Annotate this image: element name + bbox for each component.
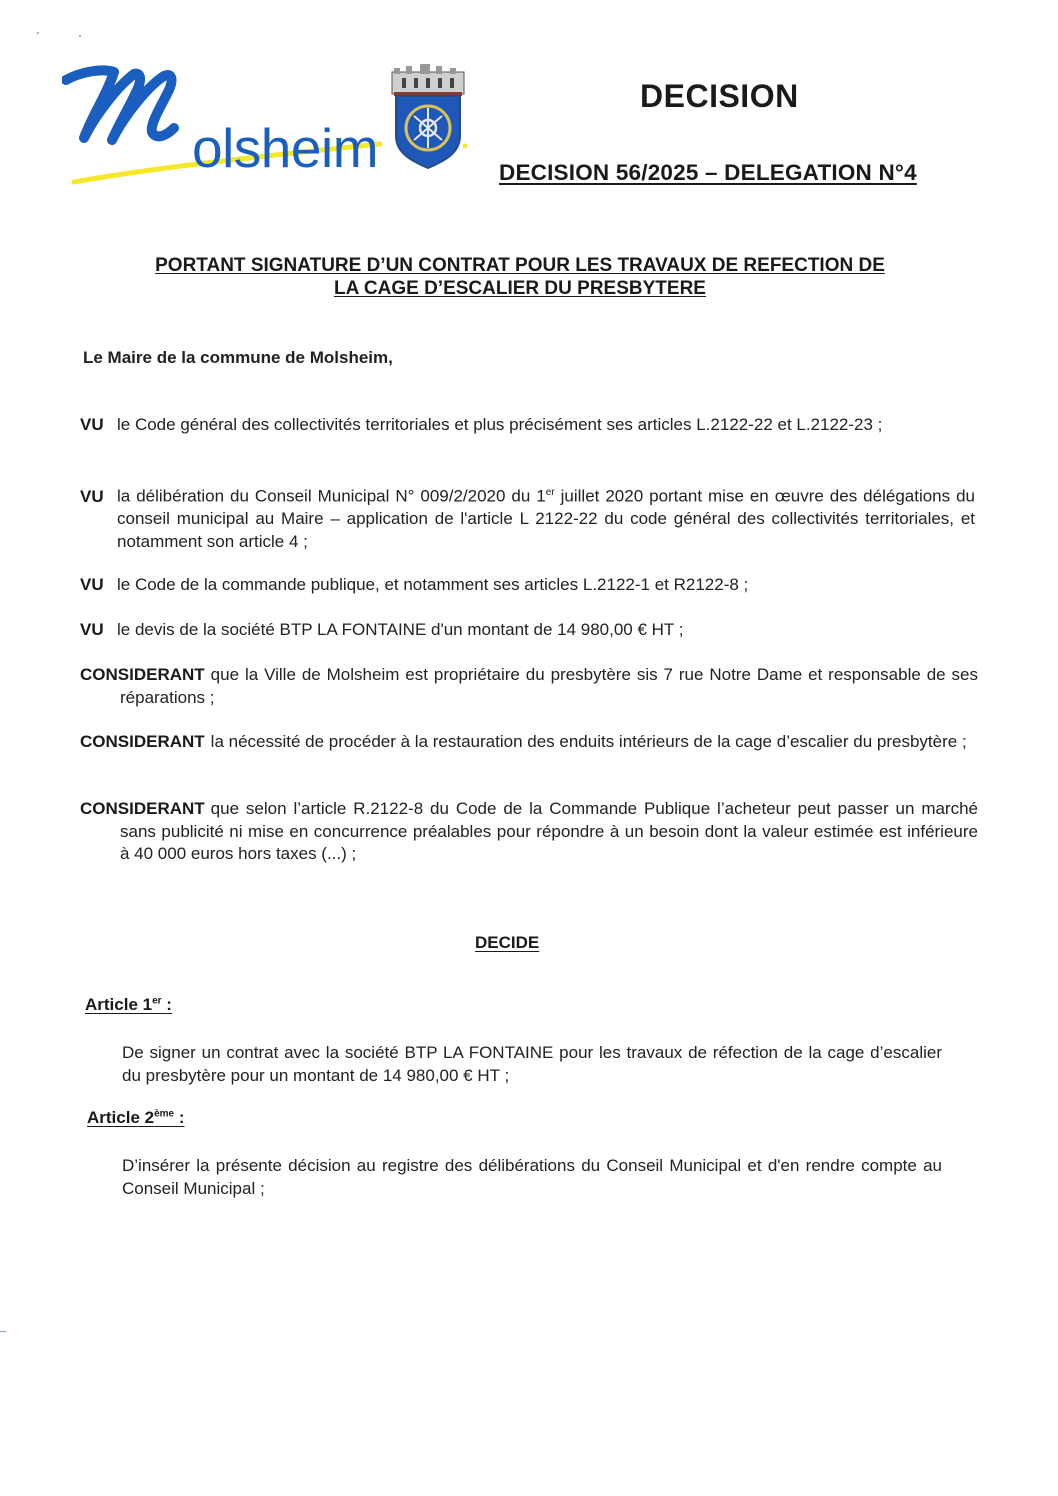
molsheim-logo <box>62 58 472 188</box>
title-line-2: LA CAGE D’ESCALIER DU PRESBYTERE <box>334 278 706 299</box>
visa-text: la délibération du Conseil Municipal N° 009/2/2020 du 1 <box>117 486 546 506</box>
visa-clause <box>80 482 975 553</box>
visa-clause <box>80 574 975 597</box>
decide-heading: DECIDE <box>475 933 540 952</box>
visa-keyword: VU <box>80 486 104 506</box>
article-suffix: : <box>161 995 172 1014</box>
visa-clause <box>80 414 975 437</box>
authority-statement: Le Maire de la commune de Molsheim, <box>83 348 393 367</box>
visa-text: le Code général des collectivités territoriales et plus précisément ses articles L.2122-22 et L.2122-23 ; <box>117 415 883 434</box>
article-1-text: De signer un contrat avec la société BTP LA FONTAINE pour les travaux de réfection de la cage d’escalier du presbytère pour un montant de 14 980,00 € HT ; <box>122 1043 942 1085</box>
visa-keyword: VU <box>80 415 104 434</box>
article-suffix: : <box>174 1108 185 1127</box>
article-2-heading <box>87 1108 185 1128</box>
decision-reference: DECISION 56/2025 – DELEGATION N°4 <box>499 160 917 185</box>
visa-keyword: VU <box>80 620 104 639</box>
visa-text: le devis de la société BTP LA FONTAINE d'un montant de 14 980,00 € HT ; <box>117 620 684 639</box>
considerant-keyword: CONSIDERANT <box>80 732 205 751</box>
document-title <box>80 254 960 300</box>
considerant-keyword: CONSIDERANT <box>80 799 205 818</box>
scan-speck <box>79 35 81 37</box>
scan-speck <box>0 1331 6 1332</box>
title-line-1: PORTANT SIGNATURE D’UN CONTRAT POUR LES TRAVAUX DE REFECTION DE <box>155 255 885 276</box>
article-2-text: D’insérer la présente décision au registre des délibérations du Conseil Municipal et d'en rendre compte au Conseil Municipal ; <box>122 1156 942 1198</box>
logo-wordmark: olsheim <box>192 117 379 179</box>
visa-text: le Code de la commande publique, et notamment ses articles L.2122-1 et R2122-8 ; <box>117 575 749 594</box>
visa-superscript: er <box>545 487 555 498</box>
article-label: Article 1 <box>85 995 153 1014</box>
document-type: DECISION <box>640 78 799 114</box>
script-m-icon <box>66 70 174 140</box>
considerant-text: que la Ville de Molsheim est propriétaire du presbytère sis 7 rue Notre Dame et responsable de ses réparations ; <box>120 665 978 707</box>
considerant-text: que selon l’article R.2122-8 du Code de la Commande Publique l’acheteur peut passer un marché sans publicité ni mise en concurrence préalables pour répondre à un besoin dont la valeur estimée est inférieure à 40 000 euros hors taxes (...) ; <box>120 799 978 863</box>
coat-of-arms-icon <box>392 64 464 168</box>
visa-keyword: VU <box>80 575 104 594</box>
article-ordinal: er <box>152 995 162 1007</box>
considerant-text: la nécessité de procéder à la restauration des enduits intérieurs de la cage d’escalier du presbytère ; <box>210 732 967 751</box>
considerant-clause <box>80 731 978 754</box>
article-label: Article 2 <box>87 1108 155 1127</box>
considerant-keyword: CONSIDERANT <box>80 665 205 684</box>
considerant-clause <box>80 798 978 866</box>
visa-text-continued: juillet 2020 portant mise en œuvre des délégations du conseil municipal au Maire – application de l'article L 2122-22 du code général des collectivités territoriales, et notamment son article 4 ; <box>117 486 976 551</box>
scan-speck <box>37 32 39 34</box>
yellow-dot <box>463 144 468 149</box>
article-1-heading <box>85 995 172 1015</box>
visa-clause <box>80 619 975 642</box>
considerant-clause <box>80 664 978 709</box>
article-ordinal: ème <box>154 1108 175 1120</box>
